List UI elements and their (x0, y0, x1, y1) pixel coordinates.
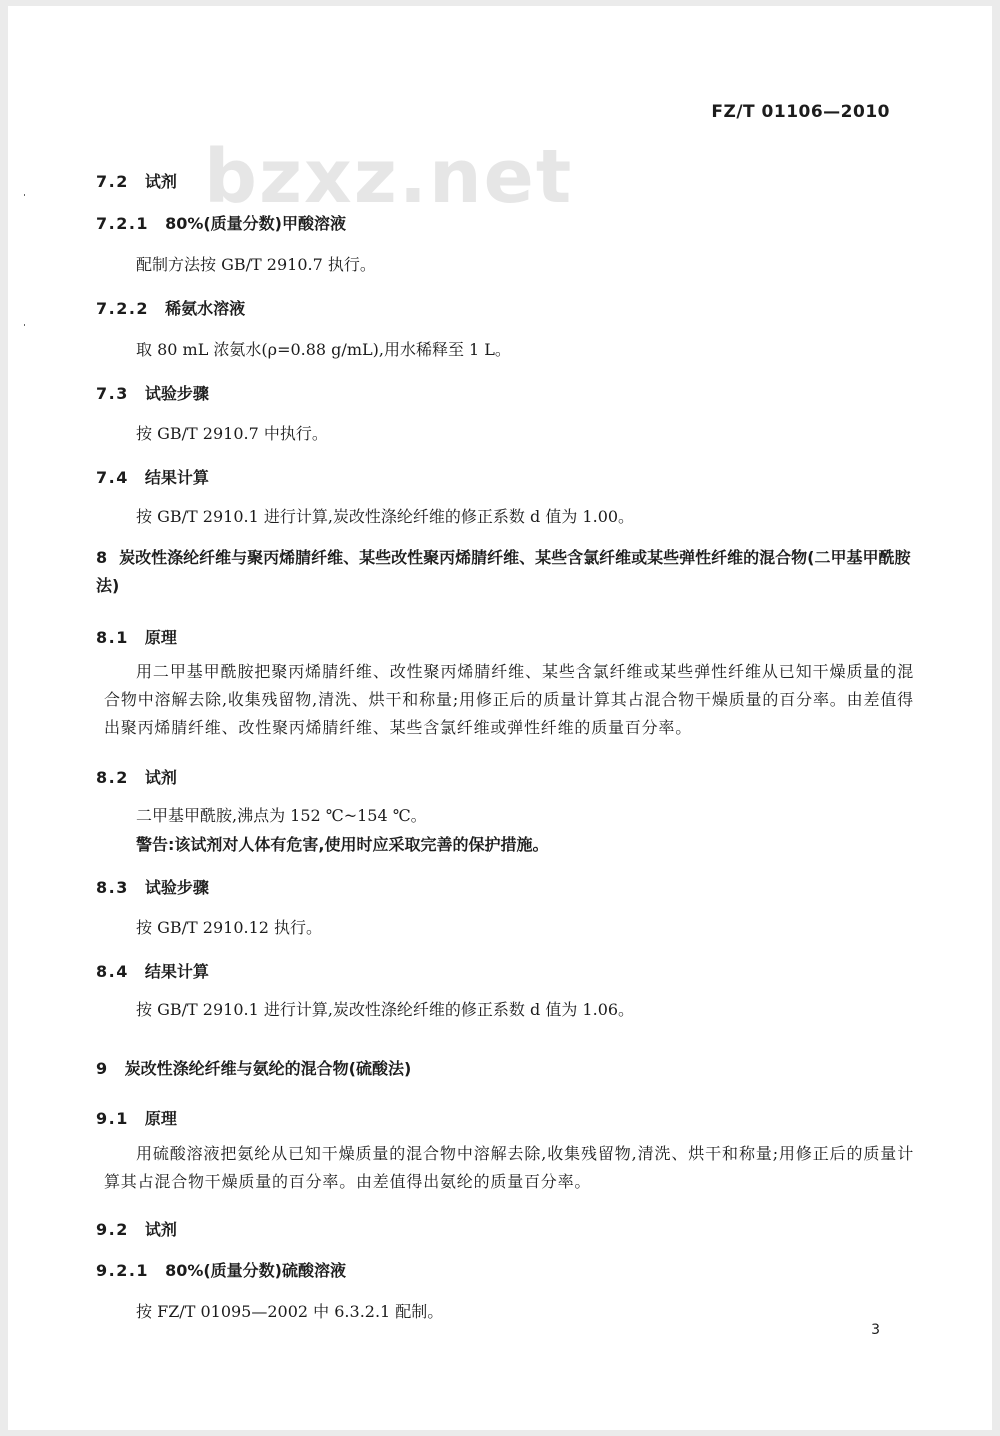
section-heading-7-2-2: 7.2.2 稀氨水溶液 (96, 299, 246, 318)
body-text: 二甲基甲酰胺,沸点为 152 ℃~154 ℃。 (136, 806, 427, 825)
section-heading-9-1: 9.1 原理 (96, 1109, 177, 1128)
body-text: 按 GB/T 2910.12 执行。 (136, 918, 323, 937)
warning-text: 警告:该试剂对人体有危害,使用时应采取完善的保护措施。 (136, 835, 549, 854)
section-heading-8-4: 8.4 结果计算 (96, 962, 209, 981)
section-heading-7-3: 7.3 试验步骤 (96, 384, 209, 403)
body-text: 取 80 mL 浓氨水(ρ=0.88 g/mL),用水稀释至 1 L。 (136, 340, 511, 359)
margin-mark (24, 194, 25, 196)
document-page (8, 6, 992, 1430)
section-heading-9-2: 9.2 试剂 (96, 1220, 177, 1239)
section-heading-9-2-1: 9.2.1 80%(质量分数)硫酸溶液 (96, 1261, 346, 1280)
section-heading-7-2-1: 7.2.1 80%(质量分数)甲酸溶液 (96, 214, 346, 233)
watermark: bzxz.net (204, 134, 574, 220)
section-heading-8: 8 炭改性涤纶纤维与聚丙烯腈纤维、某些改性聚丙烯腈纤维、某些含氯纤维或某些弹性纤维的混合物(二甲基甲酰胺法) (96, 548, 911, 595)
body-text: 按 GB/T 2910.1 进行计算,炭改性涤纶纤维的修正系数 d 值为 1.00。 (136, 507, 635, 526)
page-number: 3 (871, 1322, 880, 1338)
section-heading-8-3: 8.3 试验步骤 (96, 878, 209, 897)
margin-mark (24, 324, 25, 326)
body-text: 按 FZ/T 01095—2002 中 6.3.2.1 配制。 (136, 1302, 444, 1321)
section-heading-7-2: 7.2 试剂 (96, 172, 177, 191)
body-text: 配制方法按 GB/T 2910.7 执行。 (136, 255, 376, 274)
section-heading-8-1: 8.1 原理 (96, 628, 177, 647)
body-text: 按 GB/T 2910.7 中执行。 (136, 424, 328, 443)
body-text: 按 GB/T 2910.1 进行计算,炭改性涤纶纤维的修正系数 d 值为 1.06。 (136, 1000, 635, 1019)
standard-code: FZ/T 01106—2010 (711, 102, 890, 122)
body-paragraph: 用二甲基甲酰胺把聚丙烯腈纤维、改性聚丙烯腈纤维、某些含氯纤维或某些弹性纤维从已知干燥质量的混合物中溶解去除,收集残留物,清洗、烘干和称量;用修正后的质量计算其占混合物干燥质量的百分率。由差值得出聚丙烯腈纤维、改性聚丙烯腈纤维、某些含氯纤维或弹性纤维的质量百分率。 (104, 662, 914, 737)
section-heading-8-2: 8.2 试剂 (96, 768, 177, 787)
section-heading-9: 9 炭改性涤纶纤维与氨纶的混合物(硫酸法) (96, 1059, 412, 1078)
section-heading-7-4: 7.4 结果计算 (96, 468, 209, 487)
body-paragraph: 用硫酸溶液把氨纶从已知干燥质量的混合物中溶解去除,收集残留物,清洗、烘干和称量;用修正后的质量计算其占混合物干燥质量的百分率。由差值得出氨纶的质量百分率。 (104, 1144, 914, 1191)
